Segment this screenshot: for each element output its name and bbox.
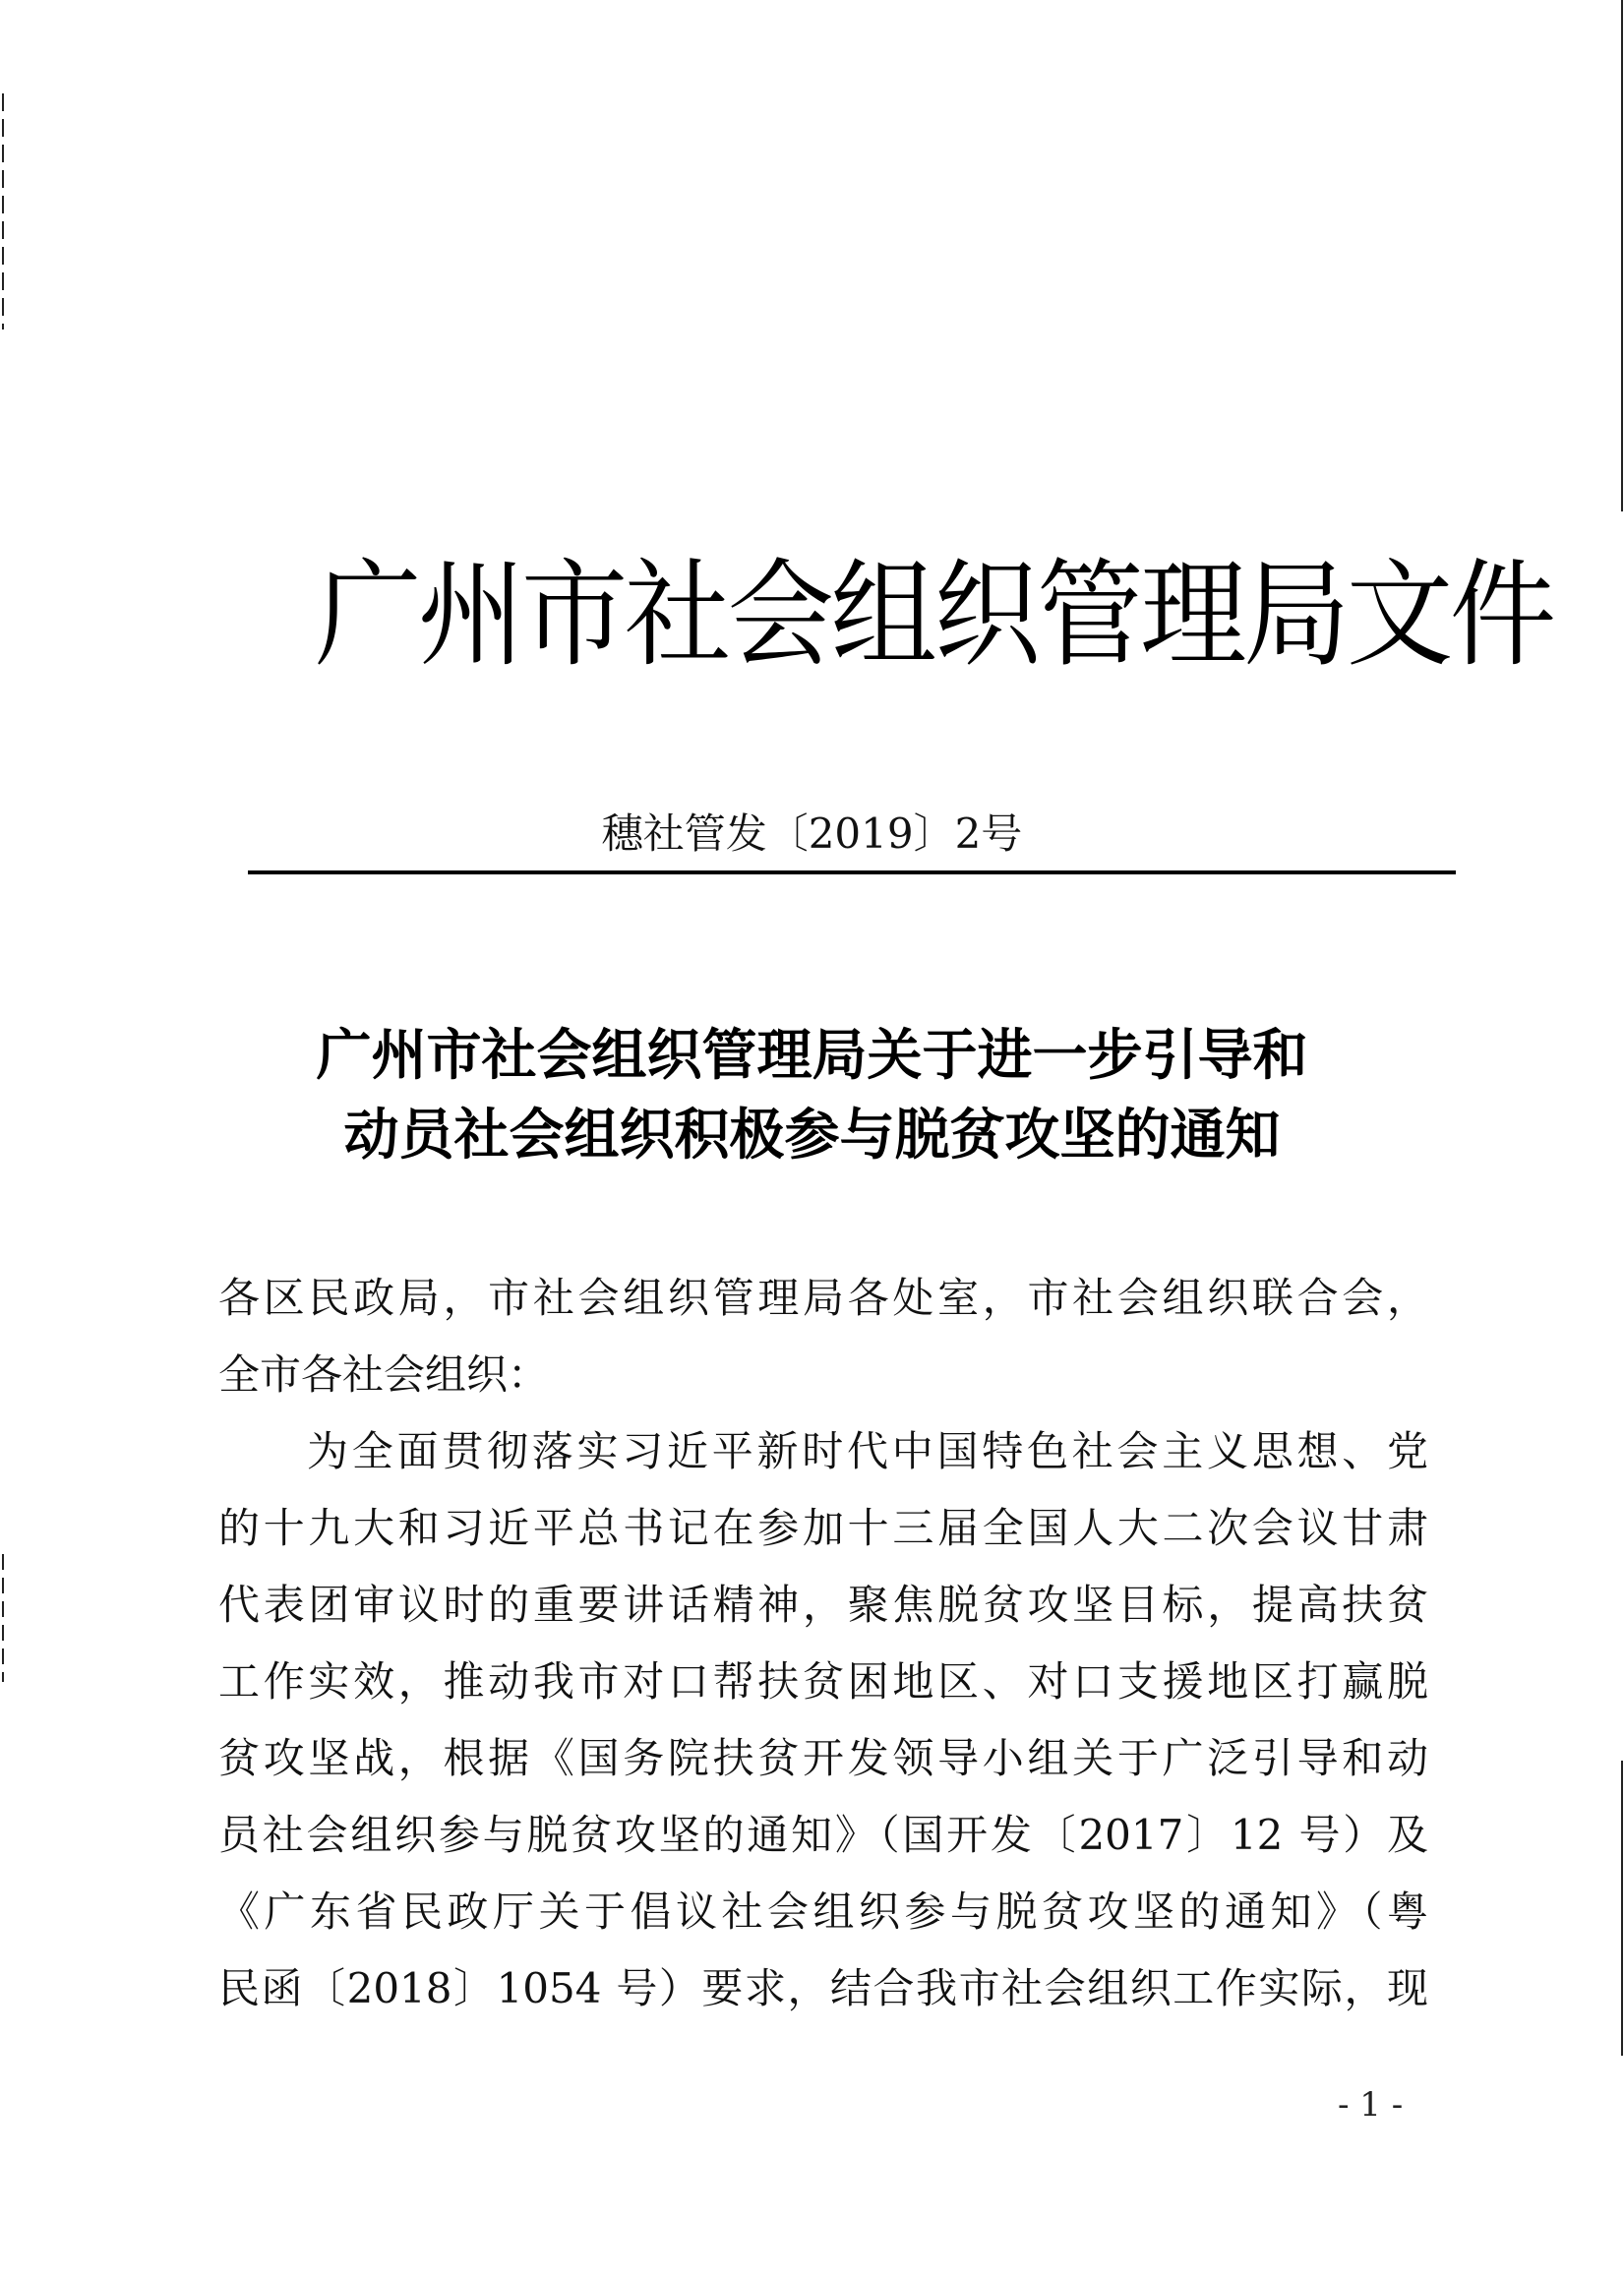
body-line: 民函〔2018〕1054 号）要求，结合我市社会组织工作实际，现 <box>218 1964 1428 2012</box>
addressee-line: 全市各社会组织： <box>218 1350 550 1399</box>
scan-edge-mark <box>1621 0 1623 511</box>
addressee-line: 各区民政局，市社会组织管理局各处室，市社会组织联合会， <box>218 1274 1428 1322</box>
body-line: 为全面贯彻落实习近平新时代中国特色社会主义思想、党 <box>307 1427 1428 1475</box>
scan-edge-mark <box>2 1554 4 1682</box>
body-line: 工作实效，推动我市对口帮扶贫困地区、对口支援地区打赢脱 <box>218 1657 1428 1706</box>
body-line: 《广东省民政厅关于倡议社会组织参与脱贫攻坚的通知》（粤 <box>218 1888 1428 1936</box>
page-number: - 1 - <box>1338 2085 1404 2125</box>
scan-edge-mark <box>1621 1761 1623 2056</box>
notice-title-line: 广州市社会组织管理局关于进一步引导和 <box>316 1023 1308 1088</box>
body-line: 贫攻坚战，根据《国务院扶贫开发领导小组关于广泛引导和动 <box>218 1734 1428 1782</box>
issuer-title: 广州市社会组织管理局文件 <box>315 547 1553 683</box>
header-divider <box>248 870 1456 874</box>
body-line: 员社会组织参与脱贫攻坚的通知》（国开发〔2017〕12 号）及 <box>218 1811 1428 1859</box>
document-number: 穗社管发〔2019〕2号 <box>601 809 1023 858</box>
scan-edge-mark <box>2 93 4 330</box>
body-line: 的十九大和习近平总书记在参加十三届全国人大二次会议甘肃 <box>218 1504 1428 1552</box>
body-line: 代表团审议时的重要讲话精神，聚焦脱贫攻坚目标，提高扶贫 <box>218 1581 1428 1629</box>
notice-title-line: 动员社会组织积极参与脱贫攻坚的通知 <box>343 1103 1281 1168</box>
